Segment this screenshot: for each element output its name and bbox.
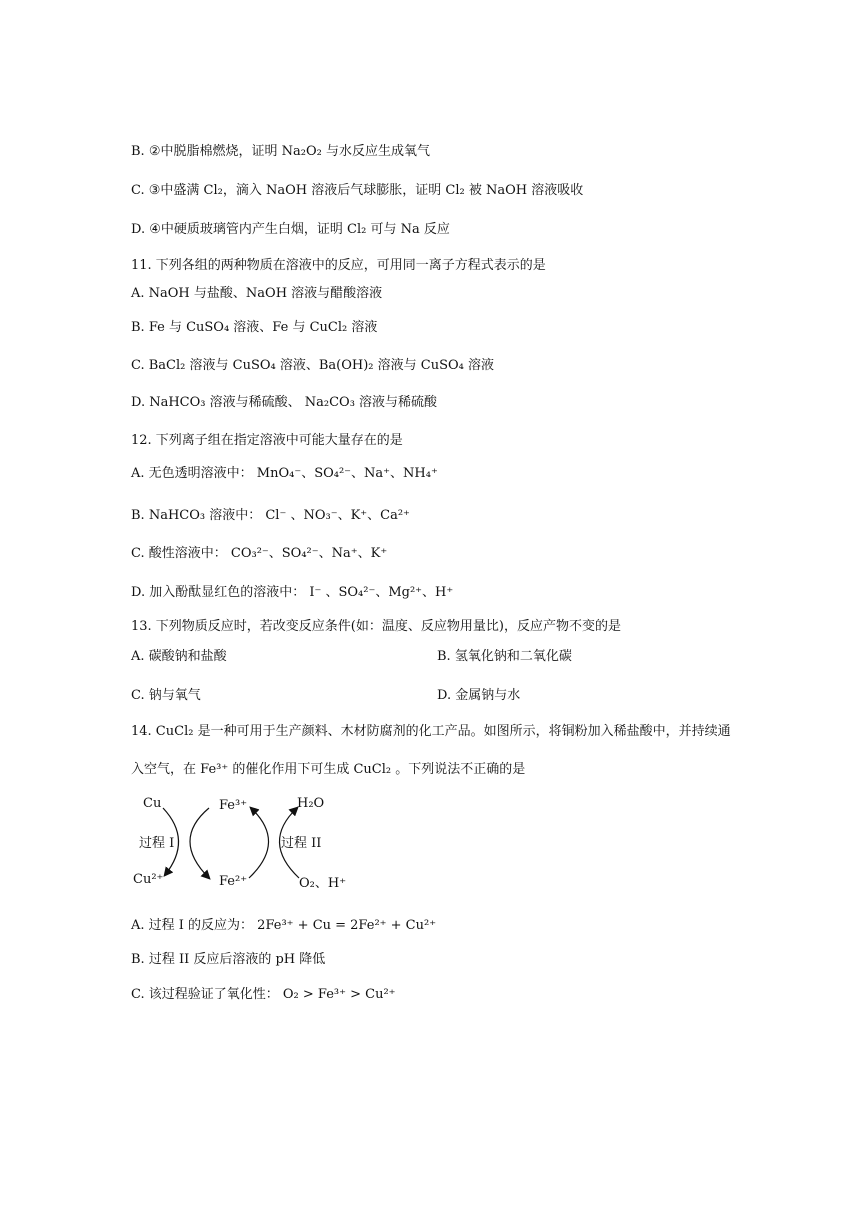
q12-option-c: C. 酸性溶液中： CO₃²⁻、SO₄²⁻、Na⁺、K⁺ <box>131 546 388 561</box>
arrow-fe2-to-fe3 <box>249 808 269 878</box>
q13-option-a: A. 碳酸钠和盐酸 <box>131 649 227 664</box>
question-12: 12. 下列离子组在指定溶液中可能大量存在的是 <box>131 433 403 448</box>
label-cu2: Cu²⁺ <box>133 872 164 887</box>
q11-option-a: A. NaOH 与盐酸、NaOH 溶液与醋酸溶液 <box>131 286 383 301</box>
arrow-fe3-to-fe2 <box>190 808 209 878</box>
option-b-line: B. ②中脱脂棉燃烧，证明 Na₂O₂ 与水反应生成氧气 <box>131 144 430 159</box>
q14-option-a: A. 过程 I 的反应为： 2Fe³⁺ + Cu = 2Fe²⁺ + Cu²⁺ <box>131 918 437 933</box>
q11-option-c: C. BaCl₂ 溶液与 CuSO₄ 溶液、Ba(OH)₂ 溶液与 CuSO₄ 溶液 <box>131 358 495 373</box>
q12-option-d: D. 加入酚酞显红色的溶液中： I⁻ 、SO₄²⁻、Mg²⁺、H⁺ <box>131 585 454 600</box>
question-13: 13. 下列物质反应时，若改变反应条件(如：温度、反应物用量比)，反应产物不变的是 <box>131 619 621 634</box>
catalytic-cycle-diagram <box>131 790 371 895</box>
question-14-line1: 14. CuCl₂ 是一种可用于生产颜料、木材防腐剂的化工产品。如图所示，将铜粉加入稀盐酸中，并持续通 <box>131 724 731 739</box>
option-c-line: C. ③中盛满 Cl₂，滴入 NaOH 溶液后气球膨胀，证明 Cl₂ 被 NaOH 溶液吸收 <box>131 183 584 198</box>
q11-option-d: D. NaHCO₃ 溶液与稀硫酸、 Na₂CO₃ 溶液与稀硫酸 <box>131 395 438 410</box>
q14-option-b: B. 过程 II 反应后溶液的 pH 降低 <box>131 952 326 967</box>
label-fe2: Fe²⁺ <box>219 874 248 889</box>
q13-option-d: D. 金属钠与水 <box>437 688 521 703</box>
label-process-1: 过程 I <box>139 836 175 851</box>
q11-option-b: B. Fe 与 CuSO₄ 溶液、Fe 与 CuCl₂ 溶液 <box>131 320 378 335</box>
q12-option-a: A. 无色透明溶液中： MnO₄⁻、SO₄²⁻、Na⁺、NH₄⁺ <box>131 466 438 481</box>
q13-option-c: C. 钠与氧气 <box>131 688 201 703</box>
q14-option-c: C. 该过程验证了氧化性： O₂ > Fe³⁺ > Cu²⁺ <box>131 987 396 1002</box>
label-o2-h: O₂、H⁺ <box>299 876 347 891</box>
question-11: 11. 下列各组的两种物质在溶液中的反应，可用同一离子方程式表示的是 <box>131 258 546 273</box>
q13-option-b: B. 氢氧化钠和二氧化碳 <box>437 649 572 664</box>
label-cu: Cu <box>143 796 162 811</box>
label-fe3: Fe³⁺ <box>219 798 248 813</box>
question-14-line2: 入空气，在 Fe³⁺ 的催化作用下可生成 CuCl₂ 。下列说法不正确的是 <box>131 762 526 777</box>
option-d-line: D. ④中硬质玻璃管内产生白烟，证明 Cl₂ 可与 Na 反应 <box>131 222 450 237</box>
label-process-2: 过程 II <box>281 836 322 851</box>
label-h2o: H₂O <box>297 796 325 811</box>
q12-option-b: B. NaHCO₃ 溶液中： Cl⁻ 、NO₃⁻、K⁺、Ca²⁺ <box>131 508 410 523</box>
